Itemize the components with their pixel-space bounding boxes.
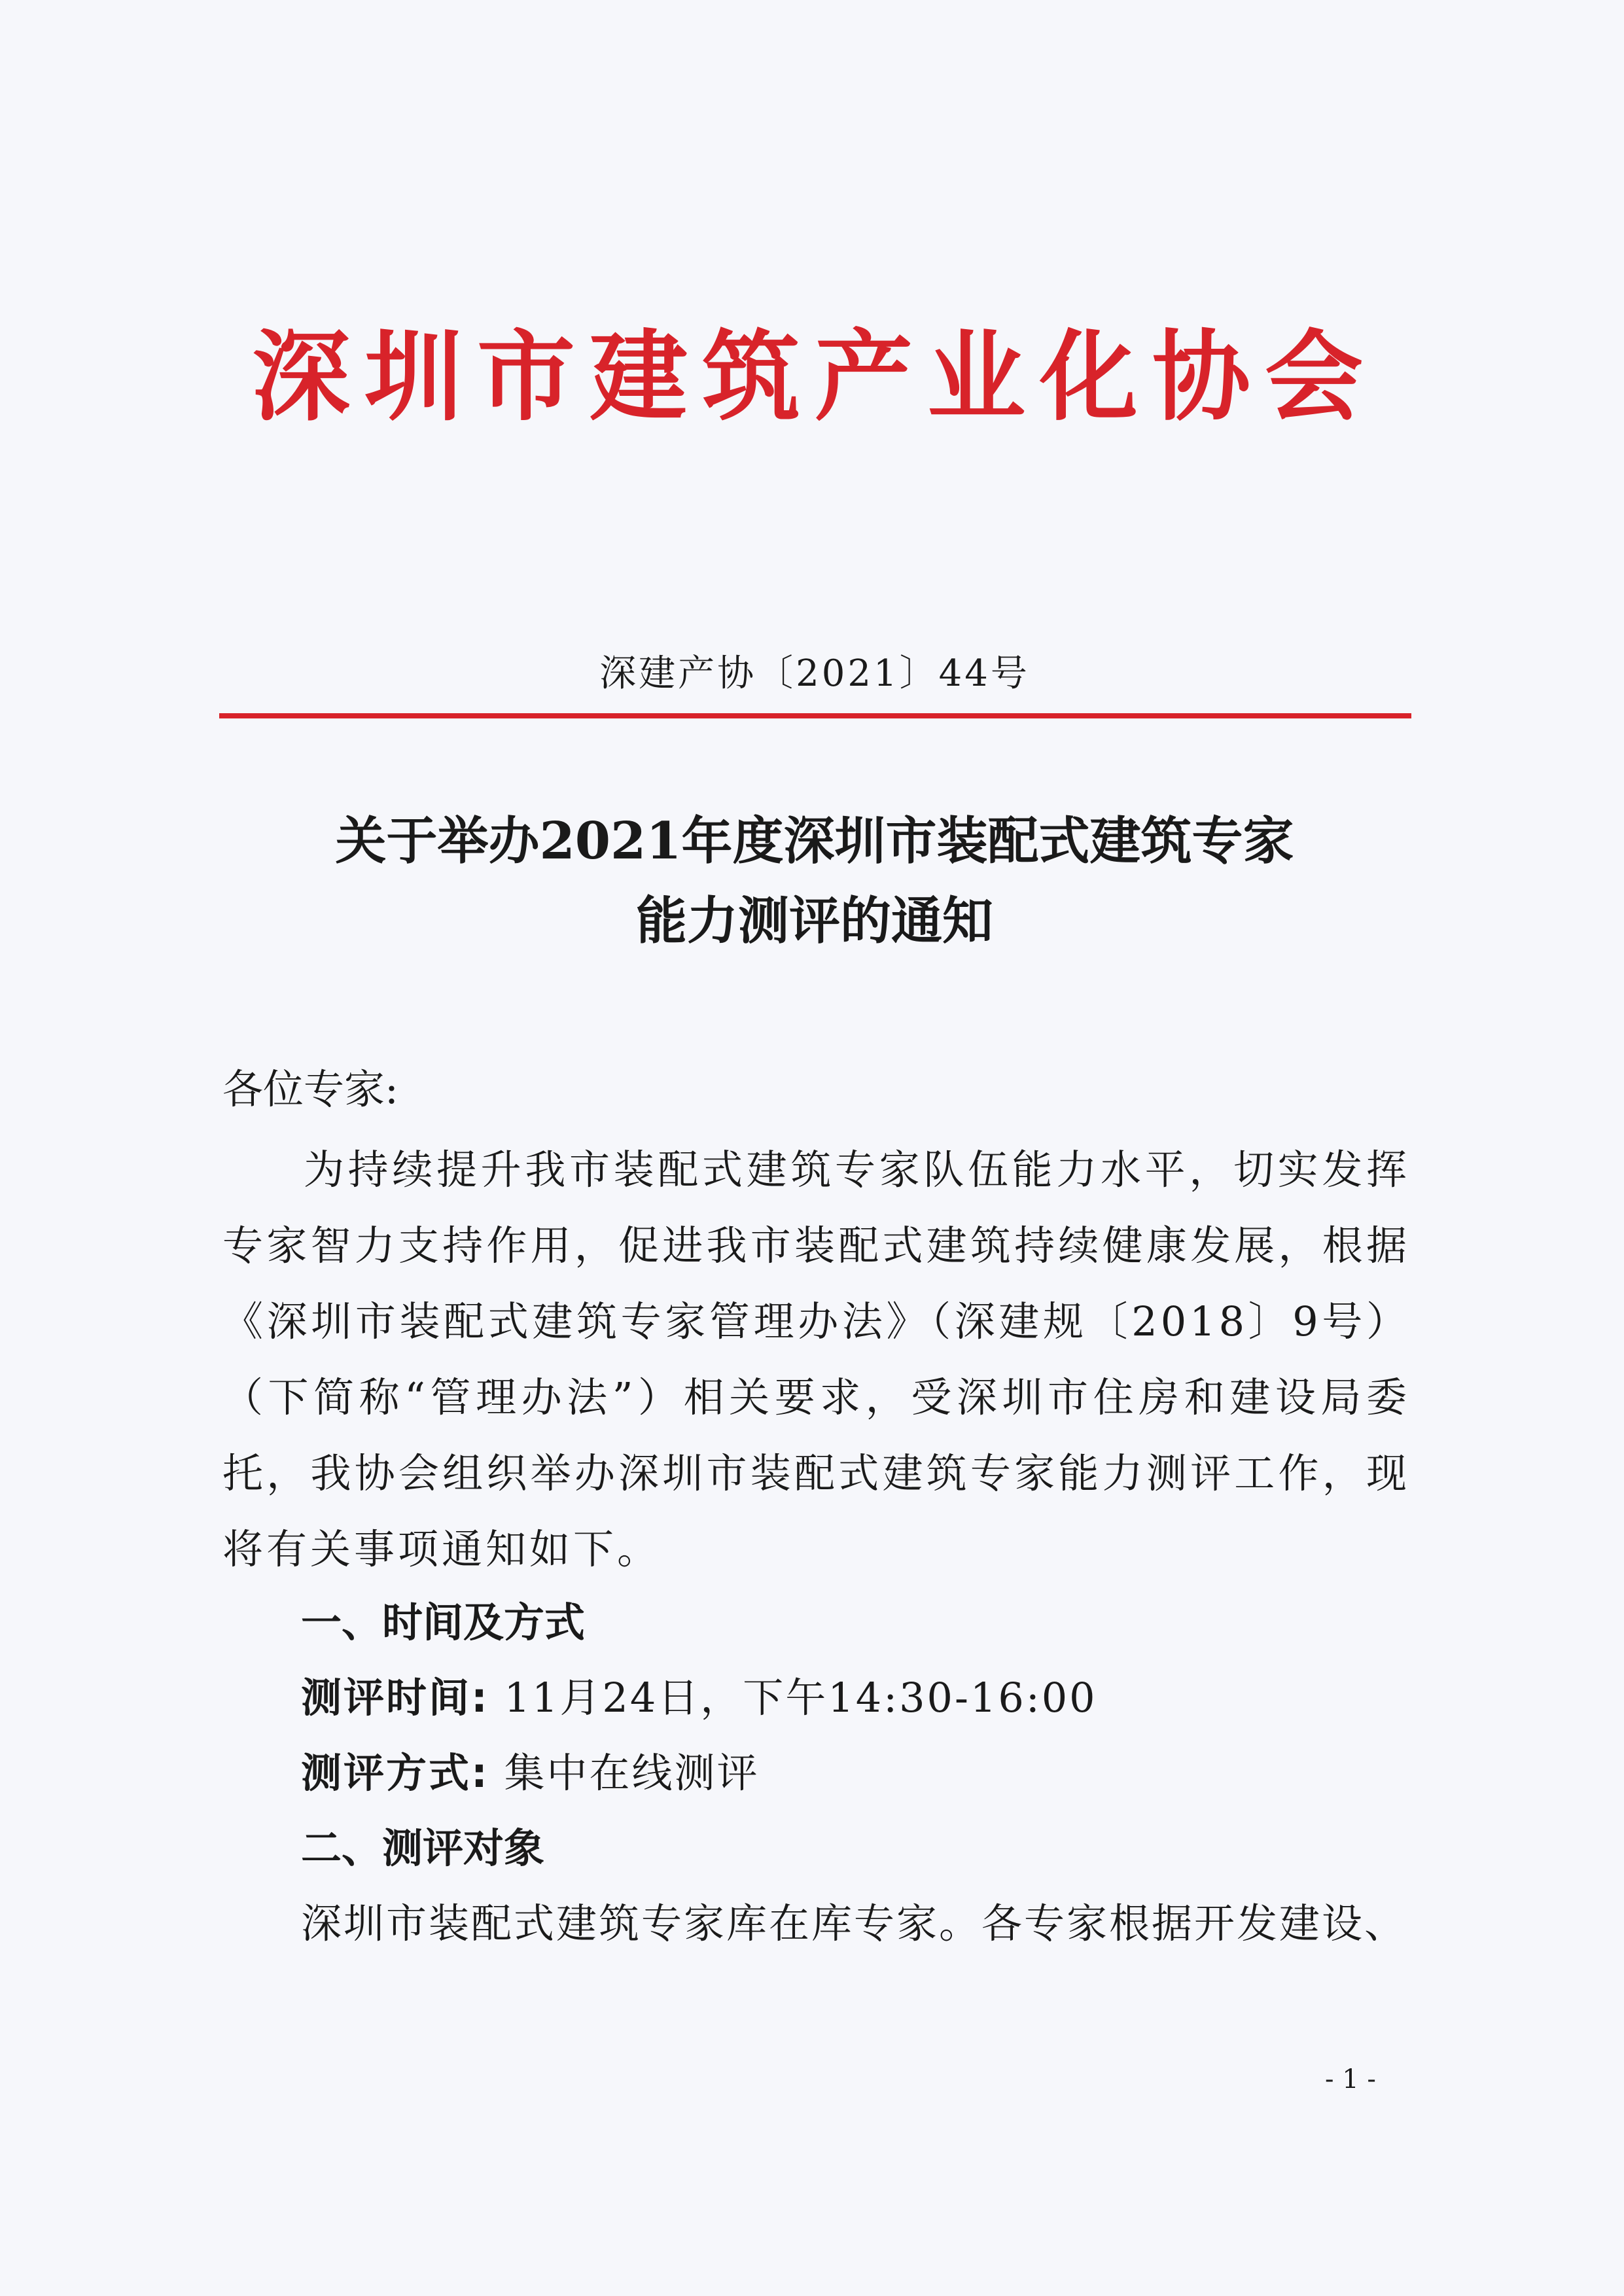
document-title: [196, 802, 1433, 961]
header-divider: [219, 713, 1411, 718]
evaluation-time: [301, 1665, 1097, 1723]
evaluation-method-value: 集中在线测评: [504, 1749, 760, 1797]
intro-paragraph: 为持续提升我市装配式建筑专家队伍能力水平，切实发挥专家智力支持作用，促进我市装配式建筑持续健康发展，根据《深圳市装配式建筑专家管理办法》（深建规〔2018〕9号）（下简称“管理办法”）相关要求，受深圳市住房和建设局委托，我协会组织举办深圳市装配式建筑专家能力测评工作，现将有关事项通知如下。: [222, 1146, 1410, 1573]
section-1-heading: 一、时间及方式: [301, 1598, 586, 1646]
document-number: 深建产协〔2021〕44号: [599, 652, 1030, 695]
title-line-2: 能力测评的通知: [635, 891, 993, 951]
salutation: 各位专家:: [222, 1065, 398, 1113]
evaluation-time-value: 11月24日，下午14:30-16:00: [504, 1674, 1097, 1722]
section-2-heading: 二、测评对象: [301, 1824, 545, 1872]
page-number: - 1 -: [1325, 2064, 1376, 2094]
title-line-1: 关于举办2021年度深圳市装配式建筑专家: [335, 811, 1294, 871]
evaluation-method-label: 测评方式:: [301, 1749, 489, 1797]
evaluation-time-label: 测评时间:: [301, 1674, 489, 1722]
evaluation-method: [301, 1740, 760, 1799]
section-2-text: 深圳市装配式建筑专家库在库专家。各专家根据开发建设、: [301, 1899, 1407, 1947]
organization-header: 深圳市建筑产业化协会: [251, 319, 1377, 434]
